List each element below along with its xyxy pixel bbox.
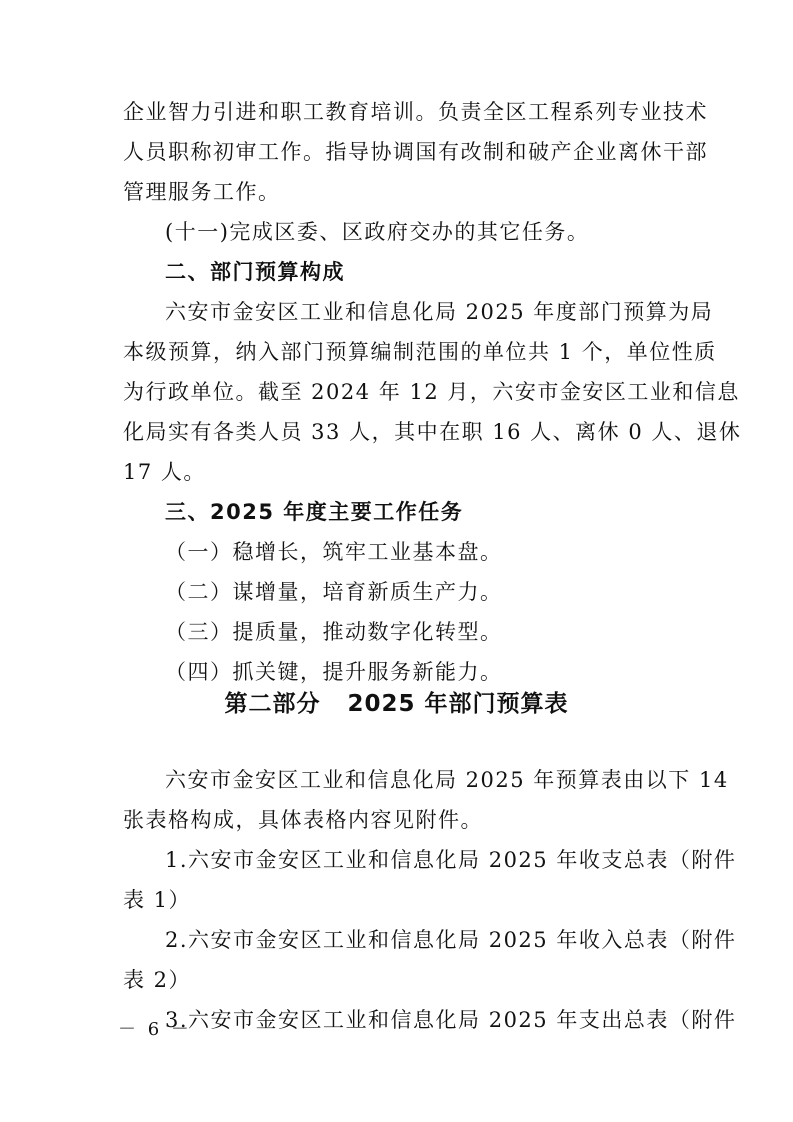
paragraph-item-eleven: (十一)完成区委、区政府交办的其它任务。 — [165, 220, 590, 244]
paragraph-line: 17 人。 — [123, 460, 206, 484]
list-item-line: 2.六安市金安区工业和信息化局 2025 年收入总表（附件 — [165, 928, 737, 952]
paragraph-line: 本级预算，纳入部门预算编制范围的单位共 1 个，单位性质 — [123, 340, 717, 364]
task-item: （一）稳增长，筑牢工业基本盘。 — [165, 540, 503, 564]
heading-budget-structure: 二、部门预算构成 — [165, 260, 345, 284]
task-item: （三）提质量，推动数字化转型。 — [165, 620, 503, 644]
paragraph-line: 六安市金安区工业和信息化局 2025 年度部门预算为局 — [165, 300, 714, 324]
paragraph-line: 张表格构成，具体表格内容见附件。 — [123, 808, 483, 832]
list-item-line: 表 2） — [123, 968, 192, 992]
page-number: － 6 － — [118, 1019, 192, 1040]
list-item-line: 1.六安市金安区工业和信息化局 2025 年收支总表（附件 — [165, 848, 737, 872]
part-two-title: 第二部分 2025 年部门预算表 — [224, 691, 569, 717]
heading-main-tasks: 三、2025 年度主要工作任务 — [165, 500, 464, 524]
paragraph-line: 管理服务工作。 — [123, 180, 281, 204]
paragraph-line: 六安市金安区工业和信息化局 2025 年预算表由以下 14 — [165, 768, 729, 792]
list-item-line: 3.六安市金安区工业和信息化局 2025 年支出总表（附件 — [165, 1008, 737, 1032]
paragraph-line: 化局实有各类人员 33 人，其中在职 16 人、离休 0 人、退休 — [123, 420, 742, 444]
paragraph-line: 为行政单位。截至 2024 年 12 月，六安市金安区工业和信息 — [123, 380, 740, 404]
paragraph-line: 人员职称初审工作。指导协调国有改制和破产企业离休干部 — [123, 140, 708, 164]
task-item: （二）谋增量，培育新质生产力。 — [165, 580, 503, 604]
list-item-line: 表 1） — [123, 888, 192, 912]
paragraph-line: 企业智力引进和职工教育培训。负责全区工程系列专业技术 — [123, 100, 708, 124]
task-item: （四）抓关键，提升服务新能力。 — [165, 660, 503, 684]
